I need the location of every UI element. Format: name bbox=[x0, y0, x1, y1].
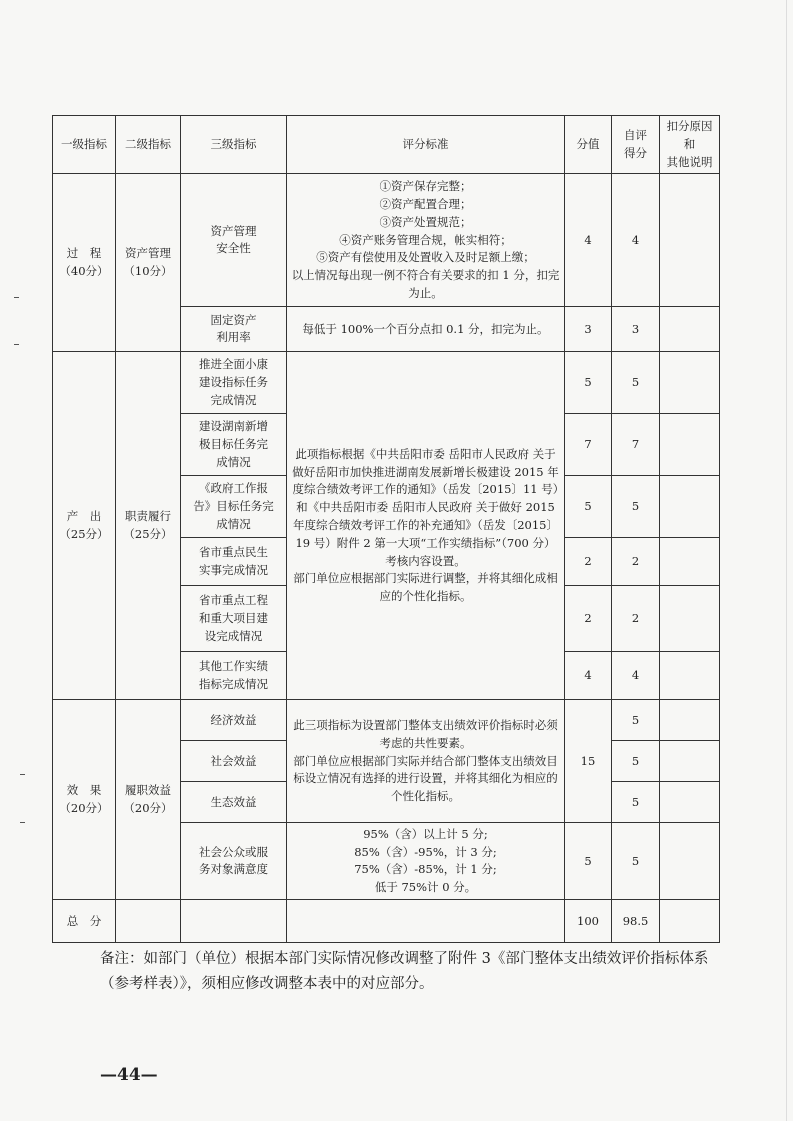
score-satisfaction: 5 bbox=[565, 823, 612, 900]
deduction-economic bbox=[660, 700, 720, 741]
self-economic: 5 bbox=[612, 700, 660, 741]
level3-hunan: 建设湖南新增 极目标任务完 成情况 bbox=[181, 414, 287, 476]
self-livelihood: 2 bbox=[612, 538, 660, 586]
self-projects: 2 bbox=[612, 586, 660, 652]
level3-livelihood: 省市重点民生 实事完成情况 bbox=[181, 538, 287, 586]
deduction-projects bbox=[660, 586, 720, 652]
deduction-social bbox=[660, 741, 720, 782]
level3-other-work: 其他工作实绩 指标完成情况 bbox=[181, 652, 287, 700]
level1-output: 产 出 （25分） bbox=[53, 352, 116, 700]
total-label: 总 分 bbox=[53, 900, 116, 943]
self-hunan: 7 bbox=[612, 414, 660, 476]
table-row bbox=[53, 352, 720, 414]
score-asset-safety: 4 bbox=[565, 174, 612, 307]
level3-social: 社会效益 bbox=[181, 741, 287, 782]
deduction-hunan bbox=[660, 414, 720, 476]
self-satisfaction: 5 bbox=[612, 823, 660, 900]
level3-xiaokang: 推进全面小康 建设指标任务 完成情况 bbox=[181, 352, 287, 414]
level2-asset-management: 资产管理 （10分） bbox=[116, 174, 181, 352]
table-row bbox=[53, 174, 720, 307]
deduction-other-work bbox=[660, 652, 720, 700]
level2-duty: 职责履行 （25分） bbox=[116, 352, 181, 700]
footnote: 备注：如部门（单位）根据本部门实际情况修改调整了附件 3《部门整体支出绩效评价指标体系（参考样表）》，须相应修改调整本表中的对应部分。 bbox=[100, 951, 709, 993]
score-livelihood: 2 bbox=[565, 538, 612, 586]
score-xiaokang: 5 bbox=[565, 352, 612, 414]
criteria-asset-safety: ①资产保存完整； ②资产配置合理； ③资产处置规范； ④资产账务管理合规，帐实相符； ⑤资产有偿使用及处置收入及时足额上缴； 以上情况每出现一例不符合有关要求的扣 1 分，扣完为止。 bbox=[287, 174, 565, 307]
self-other-work: 4 bbox=[612, 652, 660, 700]
total-empty bbox=[116, 900, 181, 943]
total-score: 100 bbox=[565, 900, 612, 943]
deduction-gov-report bbox=[660, 476, 720, 538]
level3-projects: 省市重点工程 和重大项目建 设完成情况 bbox=[181, 586, 287, 652]
level3-gov-report: 《政府工作报 告》目标任务完 成情况 bbox=[181, 476, 287, 538]
table-header-row bbox=[53, 116, 720, 174]
self-gov-report: 5 bbox=[612, 476, 660, 538]
score-benefit: 15 bbox=[565, 700, 612, 823]
level3-economic: 经济效益 bbox=[181, 700, 287, 741]
score-fixed-asset: 3 bbox=[565, 307, 612, 352]
header-score: 分值 bbox=[565, 116, 612, 174]
self-ecological: 5 bbox=[612, 782, 660, 823]
header-level1: 一级指标 bbox=[53, 116, 116, 174]
level2-benefit: 履职效益 （20分） bbox=[116, 700, 181, 900]
level1-process: 过 程 （40分） bbox=[53, 174, 116, 352]
header-criteria: 评分标准 bbox=[287, 116, 565, 174]
header-deduction: 扣分原因和 其他说明 bbox=[660, 116, 720, 174]
table-row bbox=[53, 700, 720, 741]
criteria-output: 此项指标根据《中共岳阳市委 岳阳市人民政府 关于做好岳阳市加快推进湖南发展新增长极建设 2015 年度综合绩效考评工作的通知》（岳发〔2015〕11 号）和《中共岳阳市委 岳阳市人民政府 关于做好 2015 年度综合绩效考评工作的补充通知》（岳发〔2015〕19 号）附件 2 第一大项“工作实绩指标”（700 分）考核内容设置。 部门单位应根据部门实际进行调整，并将其细化成相应的个性化指标。 bbox=[287, 352, 565, 700]
level3-fixed-asset: 固定资产 利用率 bbox=[181, 307, 287, 352]
score-gov-report: 5 bbox=[565, 476, 612, 538]
level1-effect: 效 果 （20分） bbox=[53, 700, 116, 900]
self-xiaokang: 5 bbox=[612, 352, 660, 414]
criteria-fixed-asset: 每低于 100%一个百分点扣 0.1 分，扣完为止。 bbox=[287, 307, 565, 352]
margin-mark bbox=[14, 344, 19, 345]
level3-ecological: 生态效益 bbox=[181, 782, 287, 823]
total-row bbox=[53, 900, 720, 943]
total-empty bbox=[181, 900, 287, 943]
header-self-score: 自评 得分 bbox=[612, 116, 660, 174]
total-self-score: 98.5 bbox=[612, 900, 660, 943]
deduction-satisfaction bbox=[660, 823, 720, 900]
score-projects: 2 bbox=[565, 586, 612, 652]
evaluation-table bbox=[52, 115, 720, 943]
criteria-satisfaction: 95%（含）以上计 5 分; 85%（含）-95%，计 3 分; 75%（含）-85%，计 1 分; 低于 75%计 0 分。 bbox=[287, 823, 565, 900]
deduction-asset-safety bbox=[660, 174, 720, 307]
total-deduction bbox=[660, 900, 720, 943]
margin-mark bbox=[20, 774, 25, 775]
self-asset-safety: 4 bbox=[612, 174, 660, 307]
header-level3: 三级指标 bbox=[181, 116, 287, 174]
margin-mark bbox=[20, 822, 25, 823]
page-edge bbox=[786, 0, 787, 1121]
total-empty bbox=[287, 900, 565, 943]
deduction-ecological bbox=[660, 782, 720, 823]
deduction-xiaokang bbox=[660, 352, 720, 414]
level3-satisfaction: 社会公众或服 务对象满意度 bbox=[181, 823, 287, 900]
margin-mark bbox=[14, 297, 19, 298]
score-hunan: 7 bbox=[565, 414, 612, 476]
self-fixed-asset: 3 bbox=[612, 307, 660, 352]
deduction-livelihood bbox=[660, 538, 720, 586]
header-level2: 二级指标 bbox=[116, 116, 181, 174]
criteria-benefit: 此三项指标为设置部门整体支出绩效评价指标时必须考虑的共性要素。 部门单位应根据部门实际并结合部门整体支出绩效目标设立情况有选择的进行设置，并将其细化为相应的个性化指标。 bbox=[287, 700, 565, 823]
level3-asset-safety: 资产管理 安全性 bbox=[181, 174, 287, 307]
page-number: —44— bbox=[100, 1065, 158, 1085]
score-other-work: 4 bbox=[565, 652, 612, 700]
self-social: 5 bbox=[612, 741, 660, 782]
deduction-fixed-asset bbox=[660, 307, 720, 352]
